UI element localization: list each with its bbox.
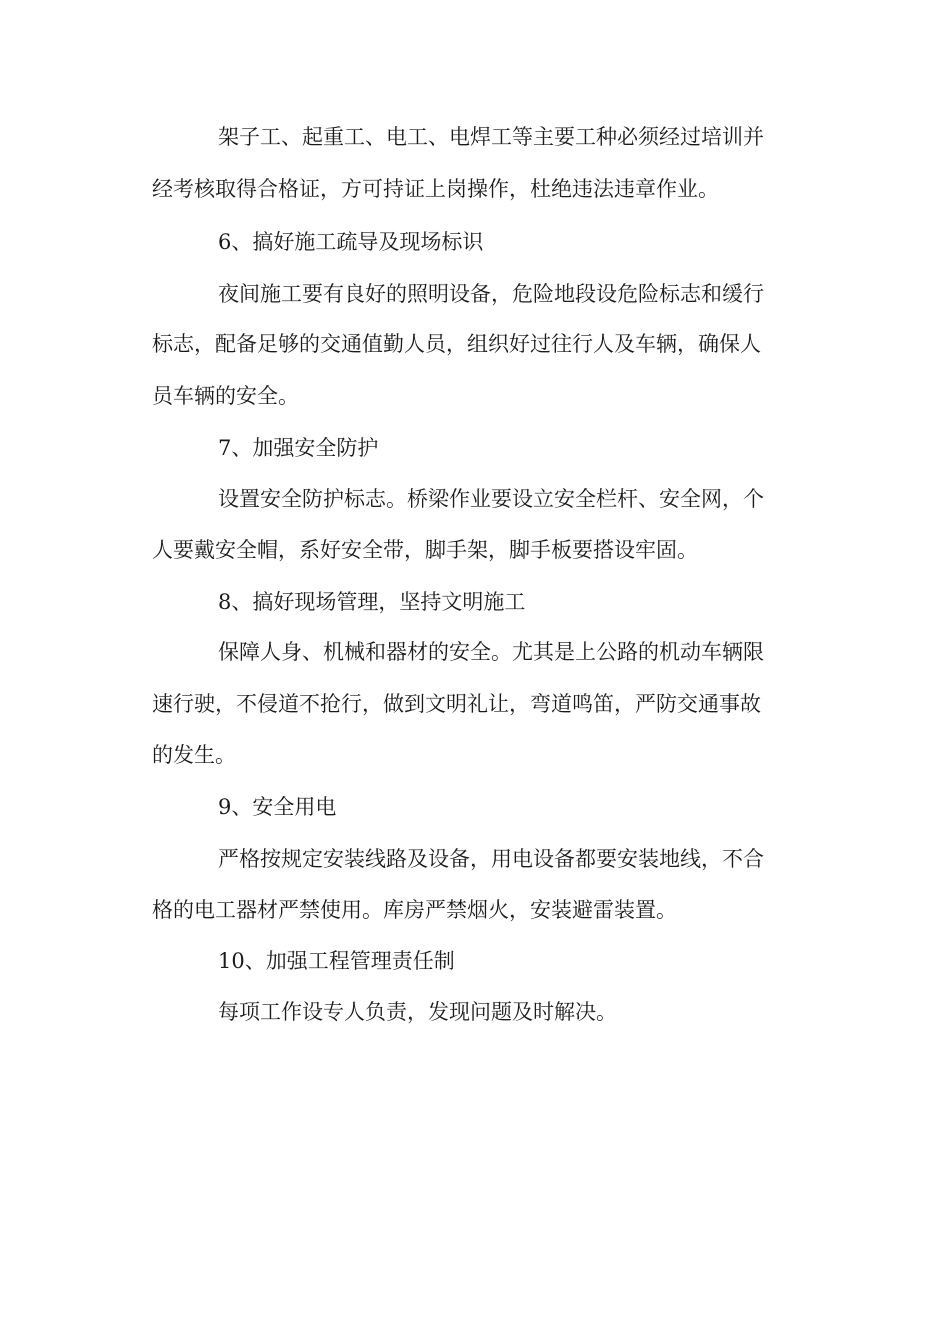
section-heading: 9、安全用电 <box>218 795 337 819</box>
paragraph-line: 经考核取得合格证，方可持证上岗操作，杜绝违法违章作业。 <box>152 177 719 201</box>
paragraph-line: 员车辆的安全。 <box>152 384 299 408</box>
section-heading: 7、加强安全防护 <box>218 436 379 460</box>
section-heading: 10、加强工程管理责任制 <box>218 949 455 973</box>
section-heading: 6、搞好施工疏导及现场标识 <box>218 230 484 254</box>
paragraph-line: 架子工、起重工、电工、电焊工等主要工种必须经过培训并 <box>218 125 764 149</box>
paragraph-line: 每项工作设专人负责，发现问题及时解决。 <box>218 1000 617 1024</box>
paragraph-line: 人要戴安全帽，系好安全带，脚手架，脚手板要搭设牢固。 <box>152 538 698 562</box>
paragraph-line: 设置安全防护标志。桥梁作业要设立安全栏杆、安全网，个 <box>218 487 764 511</box>
paragraph-line: 标志，配备足够的交通值勤人员，组织好过往行人及车辆，确保人 <box>152 332 761 356</box>
paragraph-line: 格的电工器材严禁使用。库房严禁烟火，安装避雷装置。 <box>152 898 677 922</box>
paragraph-line: 的发生。 <box>152 743 236 767</box>
paragraph-line: 保障人身、机械和器材的安全。尤其是上公路的机动车辆限 <box>218 640 764 664</box>
paragraph-line: 速行驶，不侵道不抢行，做到文明礼让，弯道鸣笛，严防交通事故 <box>152 692 761 716</box>
section-heading: 8、搞好现场管理，坚持文明施工 <box>218 590 526 614</box>
paragraph-line: 严格按规定安装线路及设备，用电设备都要安装地线，不合 <box>218 847 764 871</box>
paragraph-line: 夜间施工要有良好的照明设备，危险地段设危险标志和缓行 <box>218 282 764 306</box>
